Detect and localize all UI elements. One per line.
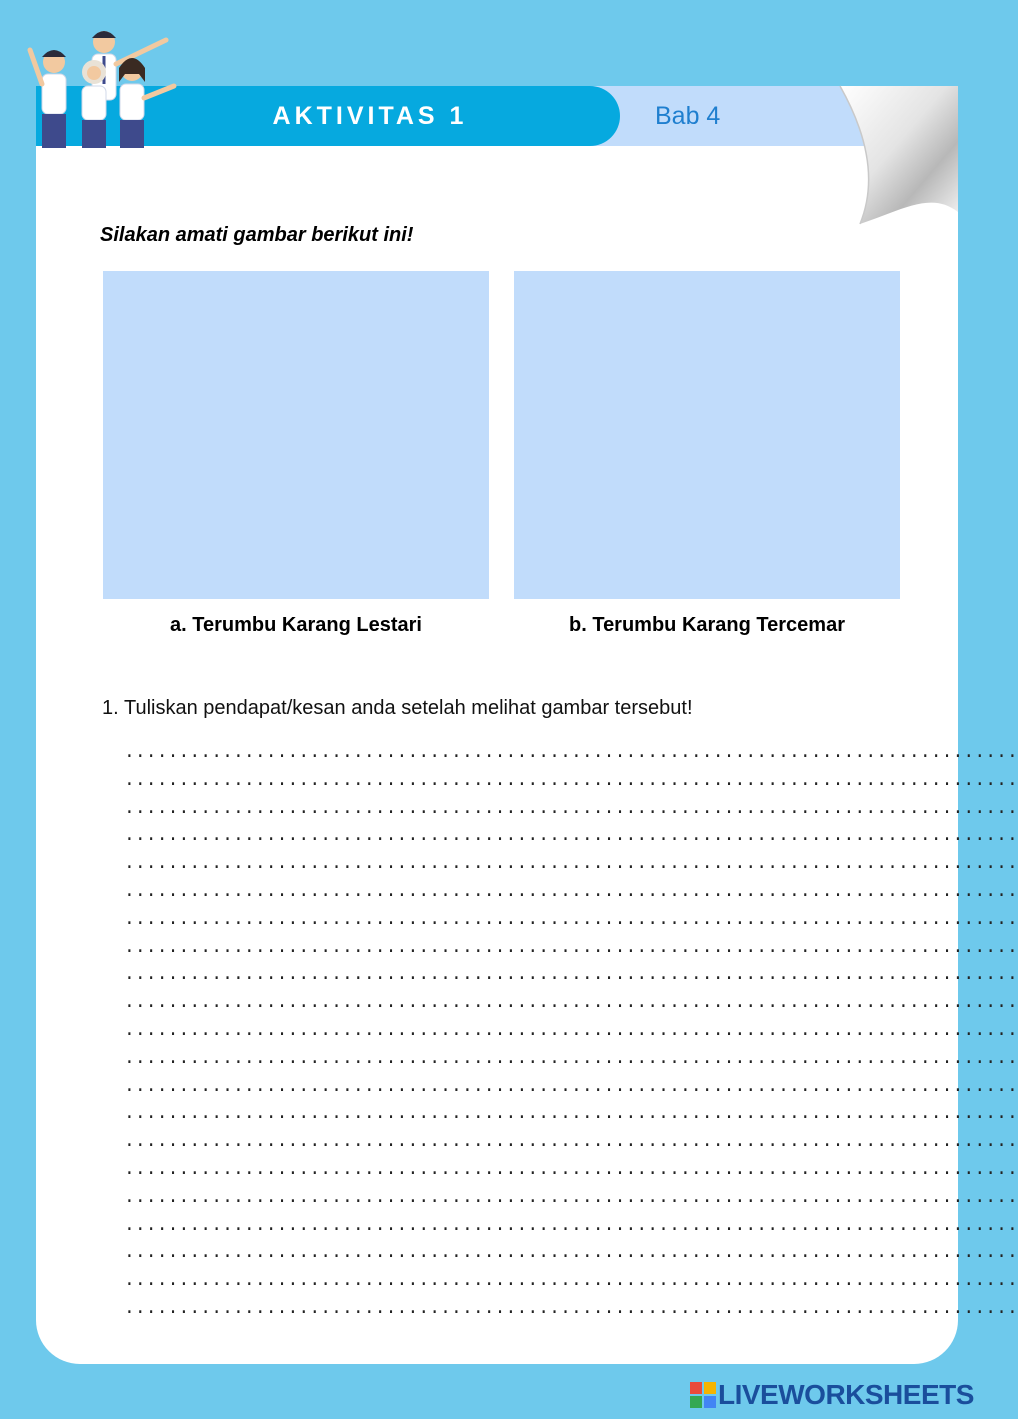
question-text: Tuliskan pendapat/kesan anda setelah melihat gambar tersebut! <box>124 697 693 719</box>
brand-name: LIVEWORKSHEETS <box>718 1379 974 1410</box>
question-number: 1. <box>102 697 119 719</box>
answer-line[interactable]: .................................................................................. <box>124 1076 1018 1097</box>
answer-line[interactable]: .................................................................................. <box>124 1215 1018 1236</box>
answer-line[interactable]: .................................................................................. <box>124 881 1018 902</box>
answer-line[interactable]: .................................................................................. <box>124 965 1018 986</box>
answer-line[interactable]: .................................................................................. <box>124 993 1018 1014</box>
answer-line[interactable]: .................................................................................. <box>124 1132 1018 1153</box>
answer-line[interactable]: .................................................................................. <box>124 1104 1018 1125</box>
answer-line[interactable]: .................................................................................. <box>124 854 1018 875</box>
answer-line[interactable]: .................................................................................. <box>124 1187 1018 1208</box>
image-placeholder-b <box>514 271 900 599</box>
answer-line[interactable]: .................................................................................. <box>124 826 1018 847</box>
answer-line[interactable]: .................................................................................. <box>124 1243 1018 1264</box>
answer-line[interactable]: .................................................................................. <box>124 937 1018 958</box>
caption-b: b. Terumbu Karang Tercemar <box>569 614 845 636</box>
answer-line[interactable]: .................................................................................. <box>124 1020 1018 1041</box>
image-placeholder-a <box>103 271 489 599</box>
question-1 <box>102 697 693 720</box>
answer-area[interactable] <box>124 740 1018 1324</box>
answer-line[interactable]: .................................................................................. <box>124 798 1018 819</box>
caption-a: a. Terumbu Karang Lestari <box>170 614 422 636</box>
chapter-label: Bab 4 <box>655 102 721 130</box>
answer-line[interactable]: .................................................................................. <box>124 909 1018 930</box>
instruction-text: Silakan amati gambar berikut ini! <box>100 224 414 246</box>
answer-line[interactable]: .................................................................................. <box>124 743 1018 763</box>
page-curl-decoration <box>836 84 960 228</box>
activity-title: AKTIVITAS 1 <box>272 102 468 130</box>
answer-line[interactable]: .................................................................................. <box>124 1159 1018 1180</box>
answer-line[interactable]: .................................................................................. <box>124 1271 1018 1292</box>
liveworksheets-logo-icon <box>690 1382 716 1408</box>
students-illustration <box>24 24 184 148</box>
answer-line[interactable]: .................................................................................. <box>124 1048 1018 1069</box>
answer-line[interactable]: .................................................................................. <box>124 770 1018 791</box>
answer-line[interactable]: .................................................................................. <box>124 1298 1018 1319</box>
liveworksheets-brand <box>690 1378 974 1412</box>
